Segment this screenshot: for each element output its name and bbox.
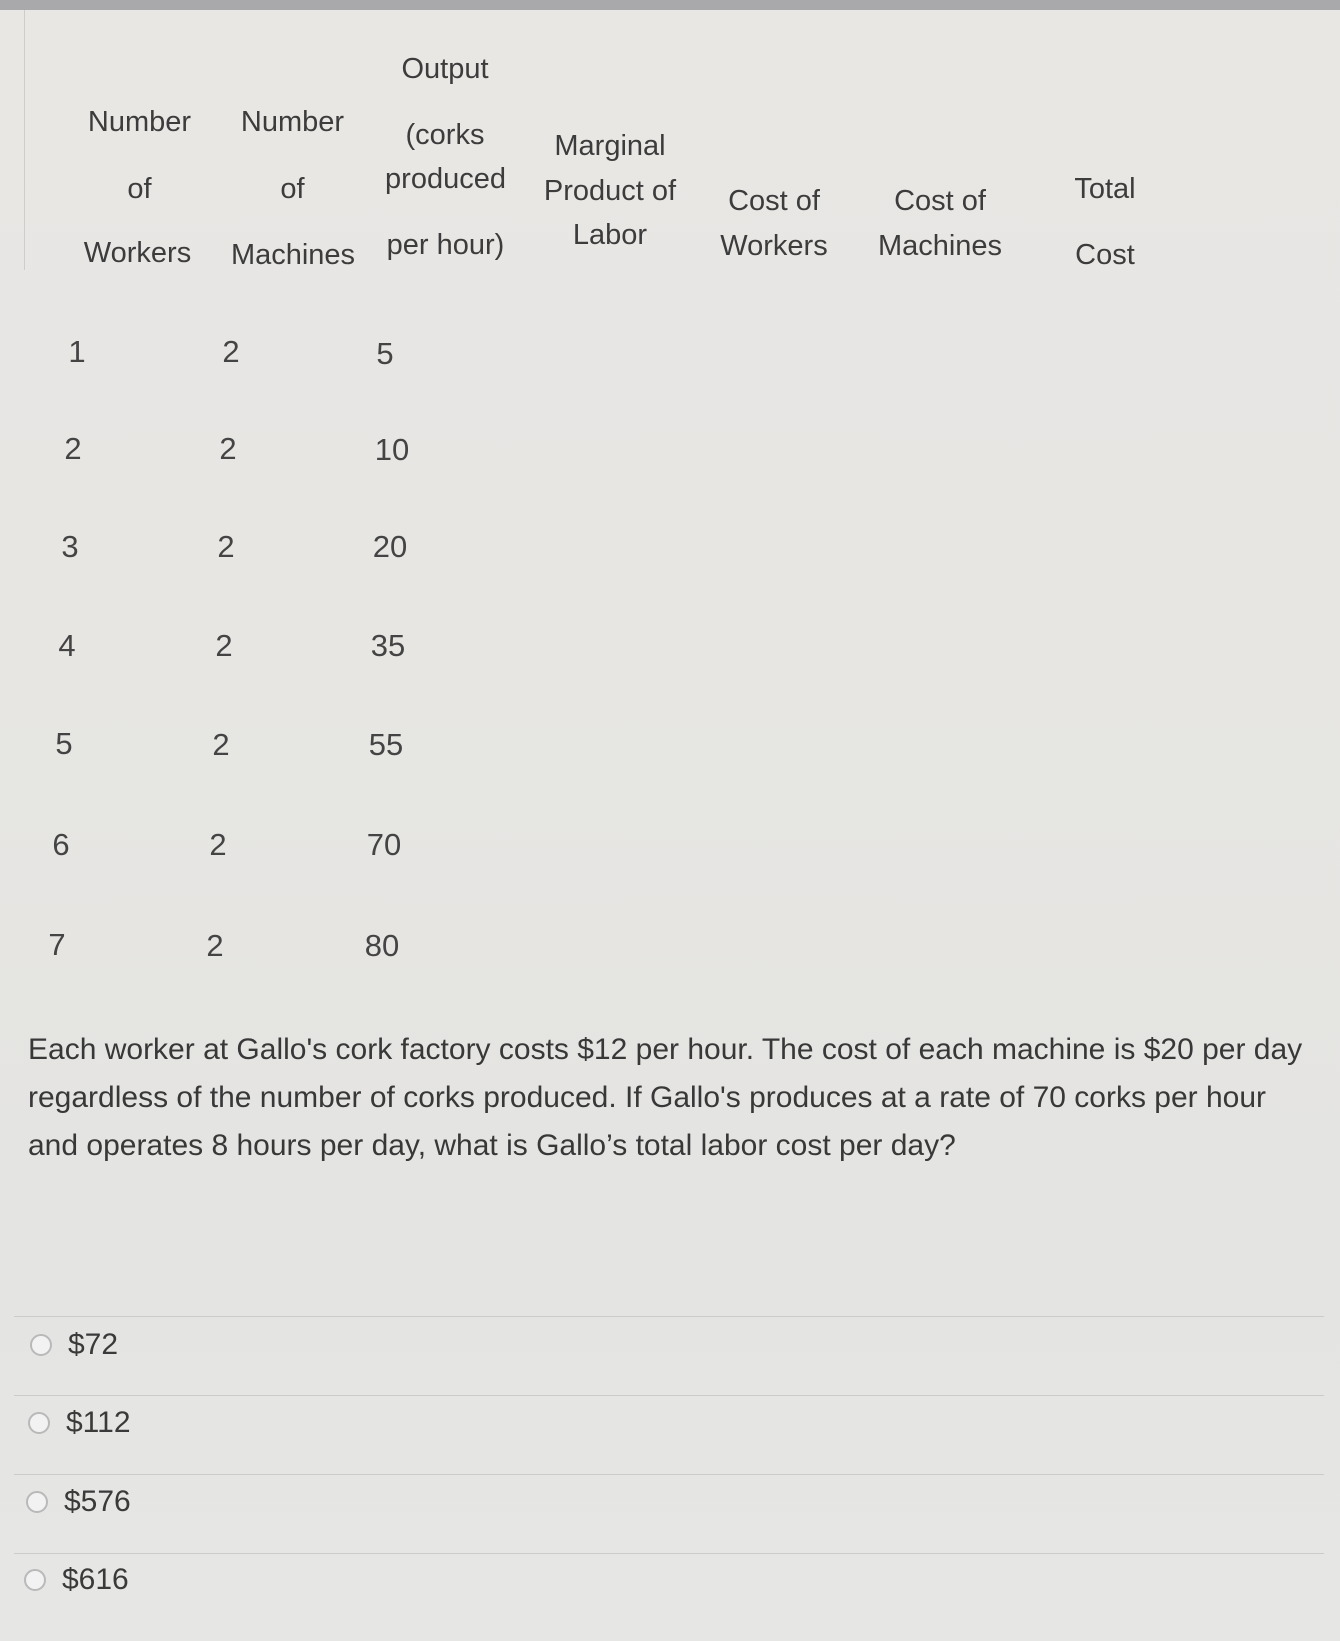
radio-icon[interactable] [24, 1569, 46, 1591]
cell-output: 70 [366, 827, 402, 862]
header-cost-machines-line1: Cost of [894, 185, 986, 217]
cell-workers: 4 [58, 628, 76, 663]
header-output-line1: Output [401, 53, 489, 85]
left-border [24, 10, 25, 270]
radio-icon[interactable] [30, 1334, 52, 1356]
top-strip [0, 0, 1340, 10]
header-machines-line2: of [280, 173, 305, 205]
header-mpl-line2: Product of [543, 175, 677, 207]
option-576[interactable] [26, 1485, 131, 1519]
header-cost-workers-line1: Cost of [728, 185, 820, 217]
header-total-line2: Cost [1075, 239, 1135, 271]
cell-output: 5 [376, 336, 394, 371]
radio-icon[interactable] [26, 1491, 48, 1513]
cell-machines: 2 [215, 628, 233, 663]
header-cost-workers-line2: Workers [720, 230, 828, 262]
header-workers-line2: of [127, 173, 152, 205]
cell-machines: 2 [217, 529, 235, 564]
cell-workers: 7 [48, 927, 66, 962]
cell-machines: 2 [212, 727, 230, 762]
option-divider [14, 1395, 1324, 1396]
header-workers-line3: Workers [83, 237, 192, 269]
option-divider [14, 1316, 1324, 1317]
option-divider [14, 1553, 1324, 1554]
cell-workers: 1 [68, 334, 86, 369]
cell-output: 20 [372, 529, 408, 564]
header-machines-line3: Machines [230, 239, 356, 271]
cell-output: 55 [368, 727, 404, 762]
cell-machines: 2 [219, 431, 237, 466]
cell-output: 10 [374, 432, 410, 467]
option-72[interactable] [30, 1328, 118, 1362]
header-output-line3: produced [385, 163, 506, 195]
option-112[interactable] [28, 1406, 131, 1440]
cell-workers: 6 [52, 827, 70, 862]
header-total-line1: Total [1074, 173, 1136, 205]
header-mpl-line1: Marginal [554, 130, 666, 162]
option-label: $112 [66, 1406, 131, 1439]
option-label: $576 [64, 1485, 131, 1518]
option-label: $72 [68, 1328, 119, 1361]
cell-machines: 2 [209, 827, 227, 862]
header-output-line2: (corks [405, 119, 485, 151]
question-text: Each worker at Gallo's cork factory costs $12 per hour. The cost of each machine is $20 per day regardless of the number of corks produced. If Gallo's produces at a rate of 70 corks per hour and operates 8 hours per day, what is Gallo’s total labor cost per day? [28, 1033, 1303, 1162]
cell-output: 80 [364, 928, 400, 963]
cell-workers: 5 [55, 726, 73, 761]
cell-machines: 2 [206, 928, 224, 963]
cell-workers: 2 [64, 431, 82, 466]
radio-icon[interactable] [28, 1412, 50, 1434]
header-machines-line1: Number [240, 106, 345, 138]
header-mpl-line3: Labor [572, 219, 648, 251]
option-label: $616 [62, 1563, 129, 1596]
cell-workers: 3 [61, 529, 79, 564]
option-divider [14, 1474, 1324, 1475]
cell-machines: 2 [222, 334, 240, 369]
cell-output: 35 [370, 628, 406, 663]
header-workers-line1: Number [87, 106, 192, 138]
header-cost-machines-line2: Machines [877, 230, 1003, 262]
option-616[interactable] [24, 1563, 129, 1597]
header-output-line4: per hour) [386, 229, 505, 261]
